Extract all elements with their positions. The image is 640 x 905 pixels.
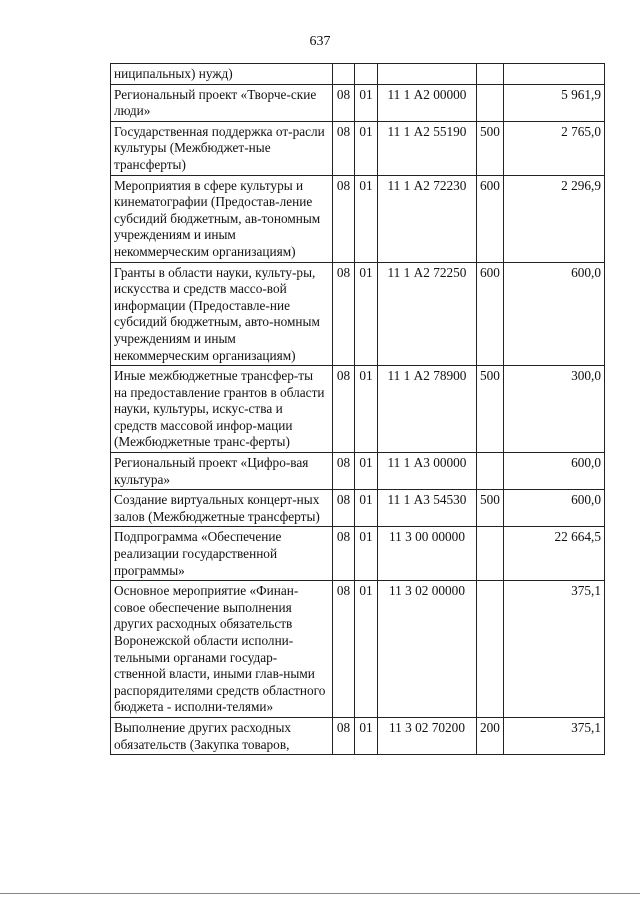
section-code-cell: 08	[333, 581, 355, 718]
item-name-cell: Мероприятия в сфере культуры и кинематографии (Предостав-ление субсидий бюджетным, ав-тономным учреждениям и иным некоммерческим организациям)	[111, 175, 333, 262]
amount-cell: 600,0	[504, 490, 605, 527]
item-name-cell: Региональный проект «Цифро-вая культура»	[111, 453, 333, 490]
page-number: 637	[309, 34, 331, 49]
subsection-code-cell: 01	[355, 527, 378, 581]
section-code-cell	[333, 64, 355, 85]
subsection-code-cell: 01	[355, 581, 378, 718]
expense-type-cell: 500	[477, 490, 504, 527]
amount-cell: 5 961,9	[504, 84, 605, 121]
amount-cell	[504, 64, 605, 85]
expense-type-cell: 500	[477, 366, 504, 453]
section-code-cell: 08	[333, 366, 355, 453]
item-name-cell: Региональный проект «Творче-ские люди»	[111, 84, 333, 121]
amount-cell: 300,0	[504, 366, 605, 453]
expense-type-cell: 500	[477, 121, 504, 175]
target-article-cell: 11 1 А2 00000	[378, 84, 477, 121]
table-row	[111, 490, 605, 527]
amount-cell: 600,0	[504, 453, 605, 490]
target-article-cell: 11 1 А2 78900	[378, 366, 477, 453]
table-row	[111, 527, 605, 581]
page-bottom-rule	[0, 893, 640, 894]
table-row	[111, 366, 605, 453]
amount-cell: 2 296,9	[504, 175, 605, 262]
table-row	[111, 262, 605, 366]
table-row	[111, 717, 605, 754]
subsection-code-cell	[355, 64, 378, 85]
target-article-cell: 11 1 А3 54530	[378, 490, 477, 527]
table-row	[111, 121, 605, 175]
expense-type-cell: 600	[477, 262, 504, 366]
section-code-cell: 08	[333, 175, 355, 262]
budget-table-body	[111, 64, 605, 755]
subsection-code-cell: 01	[355, 490, 378, 527]
target-article-cell: 11 3 00 00000	[378, 527, 477, 581]
amount-cell: 600,0	[504, 262, 605, 366]
item-name-cell: ниципальных) нужд)	[111, 64, 333, 85]
item-name-cell: Основное мероприятие «Финан-совое обеспечение выполнения других расходных обязательств Воронежской области исполни-тельными органами государ-ственной власти, иными глав-ными распорядителями средств областного бюджета - исполни-телями»	[111, 581, 333, 718]
expense-type-cell: 200	[477, 717, 504, 754]
subsection-code-cell: 01	[355, 717, 378, 754]
section-code-cell: 08	[333, 84, 355, 121]
table-row	[111, 581, 605, 718]
item-name-cell: Гранты в области науки, культу-ры, искусства и средств массо-вой информации (Предоставле-ние субсидий бюджетным, авто-номным учреждениям и иным некоммерческим организациям)	[111, 262, 333, 366]
target-article-cell: 11 1 А2 72250	[378, 262, 477, 366]
target-article-cell: 11 1 А2 72230	[378, 175, 477, 262]
target-article-cell: 11 3 02 70200	[378, 717, 477, 754]
item-name-cell: Иные межбюджетные трансфер-ты на предоставление грантов в области науки, культуры, искус-ства и средств массовой инфор-мации (Межбюджетные транс-ферты)	[111, 366, 333, 453]
subsection-code-cell: 01	[355, 175, 378, 262]
subsection-code-cell: 01	[355, 121, 378, 175]
expense-type-cell: 600	[477, 175, 504, 262]
item-name-cell: Выполнение других расходных обязательств (Закупка товаров,	[111, 717, 333, 754]
subsection-code-cell: 01	[355, 366, 378, 453]
item-name-cell: Создание виртуальных концерт-ных залов (Межбюджетные трансферты)	[111, 490, 333, 527]
expense-type-cell	[477, 64, 504, 85]
item-name-cell: Подпрограмма «Обеспечение реализации государственной программы»	[111, 527, 333, 581]
subsection-code-cell: 01	[355, 453, 378, 490]
table-row	[111, 84, 605, 121]
amount-cell: 375,1	[504, 717, 605, 754]
expense-type-cell	[477, 453, 504, 490]
item-name-cell: Государственная поддержка от-расли культуры (Межбюджет-ные трансферты)	[111, 121, 333, 175]
table-row	[111, 175, 605, 262]
table-row	[111, 64, 605, 85]
amount-cell: 375,1	[504, 581, 605, 718]
target-article-cell: 11 3 02 00000	[378, 581, 477, 718]
amount-cell: 22 664,5	[504, 527, 605, 581]
expense-type-cell	[477, 527, 504, 581]
section-code-cell: 08	[333, 717, 355, 754]
target-article-cell: 11 1 А3 00000	[378, 453, 477, 490]
target-article-cell	[378, 64, 477, 85]
expense-type-cell	[477, 581, 504, 718]
subsection-code-cell: 01	[355, 262, 378, 366]
budget-table	[110, 63, 605, 755]
section-code-cell: 08	[333, 121, 355, 175]
target-article-cell: 11 1 А2 55190	[378, 121, 477, 175]
section-code-cell: 08	[333, 490, 355, 527]
expense-type-cell	[477, 84, 504, 121]
section-code-cell: 08	[333, 453, 355, 490]
table-row	[111, 453, 605, 490]
section-code-cell: 08	[333, 262, 355, 366]
section-code-cell: 08	[333, 527, 355, 581]
amount-cell: 2 765,0	[504, 121, 605, 175]
subsection-code-cell: 01	[355, 84, 378, 121]
